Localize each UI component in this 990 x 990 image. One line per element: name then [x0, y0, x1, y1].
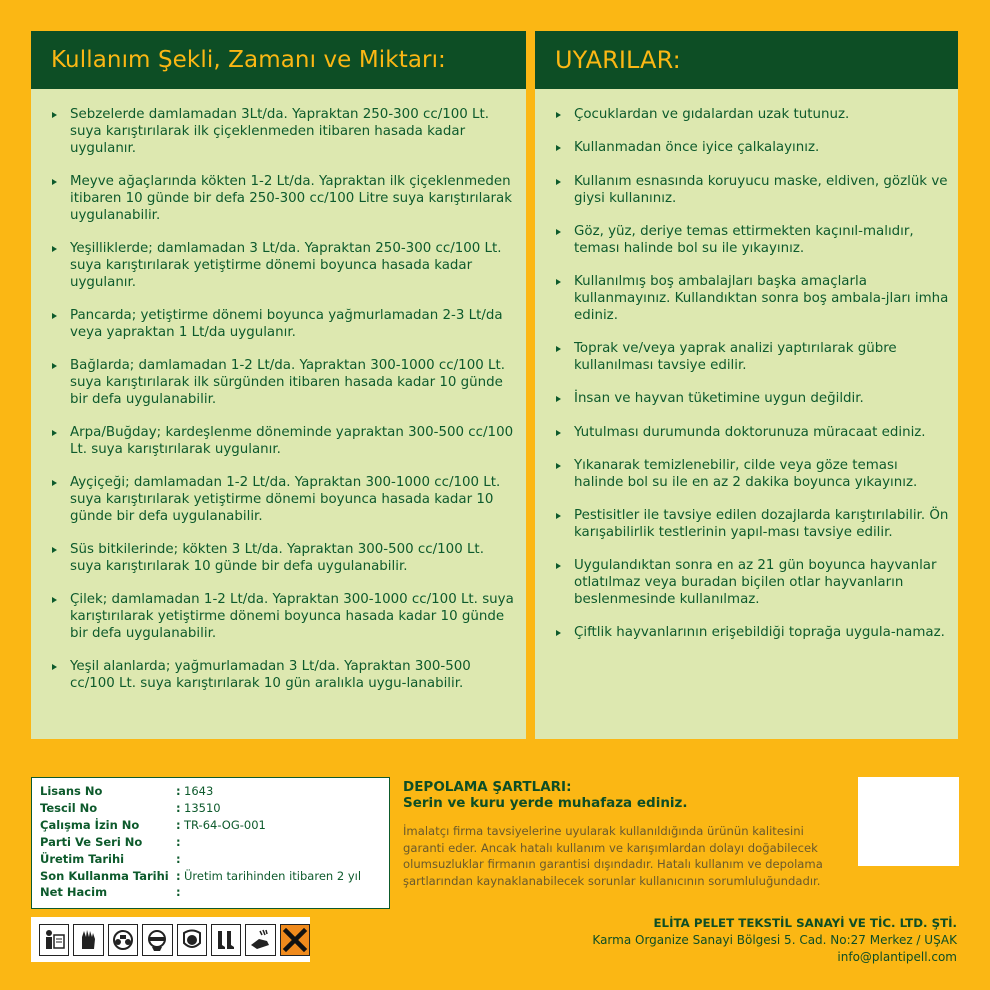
info-colon: : [176, 885, 181, 900]
info-value [184, 884, 389, 901]
info-colon: : [176, 834, 181, 849]
info-colon: : [176, 800, 181, 815]
gloves-icon [73, 924, 103, 956]
usage-item: Yeşil alanlarda; yağmurlamadan 3 Lt/da. Yapraktan 300-500 cc/100 Lt. suya karıştırılarak 10 gün aralıkla uygu-lanabilir. [51, 659, 518, 693]
info-label: Üretim Tarihi [40, 851, 125, 866]
info-label: Net Hacim [40, 885, 108, 900]
warning-item: Kullanmadan önce iyice çalkalayınız. [555, 140, 950, 157]
info-label: Son Kullanma Tarihi [40, 868, 169, 883]
warning-item: Kullanım esnasında koruyucu maske, eldiven, gözlük ve giysi kullanınız. [555, 174, 950, 208]
respirator-mask-icon [108, 924, 138, 956]
info-value: 13510 [184, 800, 221, 815]
warranty-text: İmalatçı firma tavsiyelerine uyularak kullanıldığında ürünün kalitesini garanti eder. Ancak hatalı kullanım ve karışımlardan dolayı doğabilecek olumsuzluklar firmanın garantisi dışındadır. Hatalı kullanım ve depolama şartlarından kaynaklanabilecek sorunlar kullanıcının sorumluluğundadır. [403, 824, 823, 889]
wash-hands-icon [245, 924, 275, 956]
warning-item: Yıkanarak temizlenebilir, cilde veya göze teması halinde bol su ile en az 2 dakika boyunca yıkayınız. [555, 458, 950, 492]
info-label: Parti Ve Seri No [40, 834, 143, 849]
storage-section [403, 779, 843, 890]
warning-item: İnsan ve hayvan tüketimine uygun değildir. [555, 391, 950, 408]
usage-list [31, 89, 526, 693]
info-value: TR-64-OG-001 [184, 817, 266, 832]
info-label: Çalışma İzin No [40, 817, 140, 832]
info-value [184, 851, 389, 868]
usage-title: Kullanım Şekli, Zamanı ve Miktarı: [31, 31, 526, 89]
usage-item: Bağlarda; damlamadan 1-2 Lt/da. Yapraktan 300-1000 cc/100 Lt. suya karıştırılarak ilk sürgünden itibaren hasada kadar 10 günde bir defa uygulanabilir. [51, 358, 518, 408]
usage-item: Meyve ağaçlarında kökten 1-2 Lt/da. Yapraktan ilk çiçeklenmeden itibaren 10 günde bir defa 250-300 cc/100 Litre suya karıştırılarak uygulanabilir. [51, 174, 518, 224]
warnings-panel [535, 31, 958, 739]
info-row-batch [40, 834, 389, 851]
info-colon: : [176, 851, 181, 866]
info-row-registration [40, 800, 389, 817]
info-row-license [40, 783, 389, 800]
usage-panel [31, 31, 526, 739]
warning-item: Kullanılmış boş ambalajları başka amaçlarla kullanmayınız. Kullandıktan sonra boş ambala-jları imha ediniz. [555, 274, 950, 324]
info-label: Tescil No [40, 800, 98, 815]
usage-item: Pancarda; yetiştirme dönemi boyunca yağmurlamadan 2-3 Lt/da veya yapraktan 1 Lt/da uygulanır. [51, 308, 518, 342]
hazard-pictograms [31, 917, 310, 962]
warning-item: Çiftlik hayvanlarının erişebildiği toprağa uygula-namaz. [555, 625, 950, 642]
storage-subtitle: Serin ve kuru yerde muhafaza ediniz. [403, 795, 688, 811]
usage-item: Yeşilliklerde; damlamadan 3 Lt/da. Yapraktan 250-300 cc/100 Lt. suya karıştırılarak yetiştirme dönemi boyunca hasada kadar uygulanır. [51, 241, 518, 291]
warning-item: Toprak ve/veya yaprak analizi yaptırılarak gübre kullanılması tavsiye edilir. [555, 341, 950, 375]
label-blank-area [858, 777, 959, 866]
company-info [592, 915, 957, 965]
warning-item: Göz, yüz, deriye temas ettirmekten kaçınıl-malıdır, teması halinde bol su ile yıkayınız. [555, 224, 950, 258]
info-row-net-volume [40, 884, 389, 901]
warnings-list [535, 89, 958, 642]
storage-title: DEPOLAMA ŞARTLARI: [403, 779, 572, 795]
product-info-box [31, 777, 390, 909]
info-colon: : [176, 868, 181, 883]
info-value: Üretim tarihinden itibaren 2 yıl [184, 868, 362, 883]
company-address: Karma Organize Sanayi Bölgesi 5. Cad. No:27 Merkez / UŞAK [592, 932, 957, 947]
face-mask-icon [142, 924, 172, 956]
warning-item: Uygulandıktan sonra en az 21 gün boyunca hayvanlar otlatılmaz veya buradan biçilen otlar hayvanların beslenmesinde kullanılmaz. [555, 558, 950, 608]
info-colon: : [176, 817, 181, 832]
harmful-x-icon [280, 924, 310, 956]
company-name: ELİTA PELET TEKSTİL SANAYİ VE TİC. LTD. ŞTİ. [653, 916, 957, 930]
info-colon: : [176, 784, 181, 798]
boots-icon [211, 924, 241, 956]
warning-item: Yutulması durumunda doktorunuza müracaat ediniz. [555, 425, 950, 442]
usage-item: Arpa/Buğday; kardeşlenme döneminde yapraktan 300-500 cc/100 Lt. suya karıştırılarak uygulanır. [51, 425, 518, 459]
usage-item: Ayçiçeği; damlamadan 1-2 Lt/da. Yapraktan 300-1000 cc/100 Lt. suya karıştırılarak yetiştirme dönemi boyunca hasada kadar 10 günde bir defa uygulanabilir. [51, 475, 518, 525]
info-value [184, 834, 389, 851]
face-shield-icon [177, 924, 207, 956]
info-label: Lisans No [40, 784, 103, 798]
usage-item: Süs bitkilerinde; kökten 3 Lt/da. Yapraktan 300-500 cc/100 Lt. suya karıştırılarak 10 günde bir defa uygulanabilir. [51, 542, 518, 576]
usage-item: Sebzelerde damlamadan 3Lt/da. Yapraktan 250-300 cc/100 Lt. suya karıştırılarak ilk çiçeklenmeden itibaren hasada kadar uygulanır. [51, 107, 518, 157]
warning-item: Çocuklardan ve gıdalardan uzak tutunuz. [555, 107, 950, 124]
read-label-icon [39, 924, 69, 956]
warning-item: Pestisitler ile tavsiye edilen dozajlarda karıştırılabilir. Ön karışabilirlik testlerinin yapıl-ması tavsiye edilir. [555, 508, 950, 542]
warnings-title: UYARILAR: [535, 31, 958, 89]
info-row-expiry [40, 868, 389, 885]
info-value: 1643 [184, 784, 214, 798]
usage-item: Çilek; damlamadan 1-2 Lt/da. Yapraktan 300-1000 cc/100 Lt. suya karıştırılarak yetiştirme dönemi boyunca hasada kadar 10 günde bir defa uygulanabilir. [51, 592, 518, 642]
info-row-permit [40, 817, 389, 834]
info-row-production-date [40, 851, 389, 868]
company-email[interactable]: info@plantipell.com [837, 949, 957, 964]
